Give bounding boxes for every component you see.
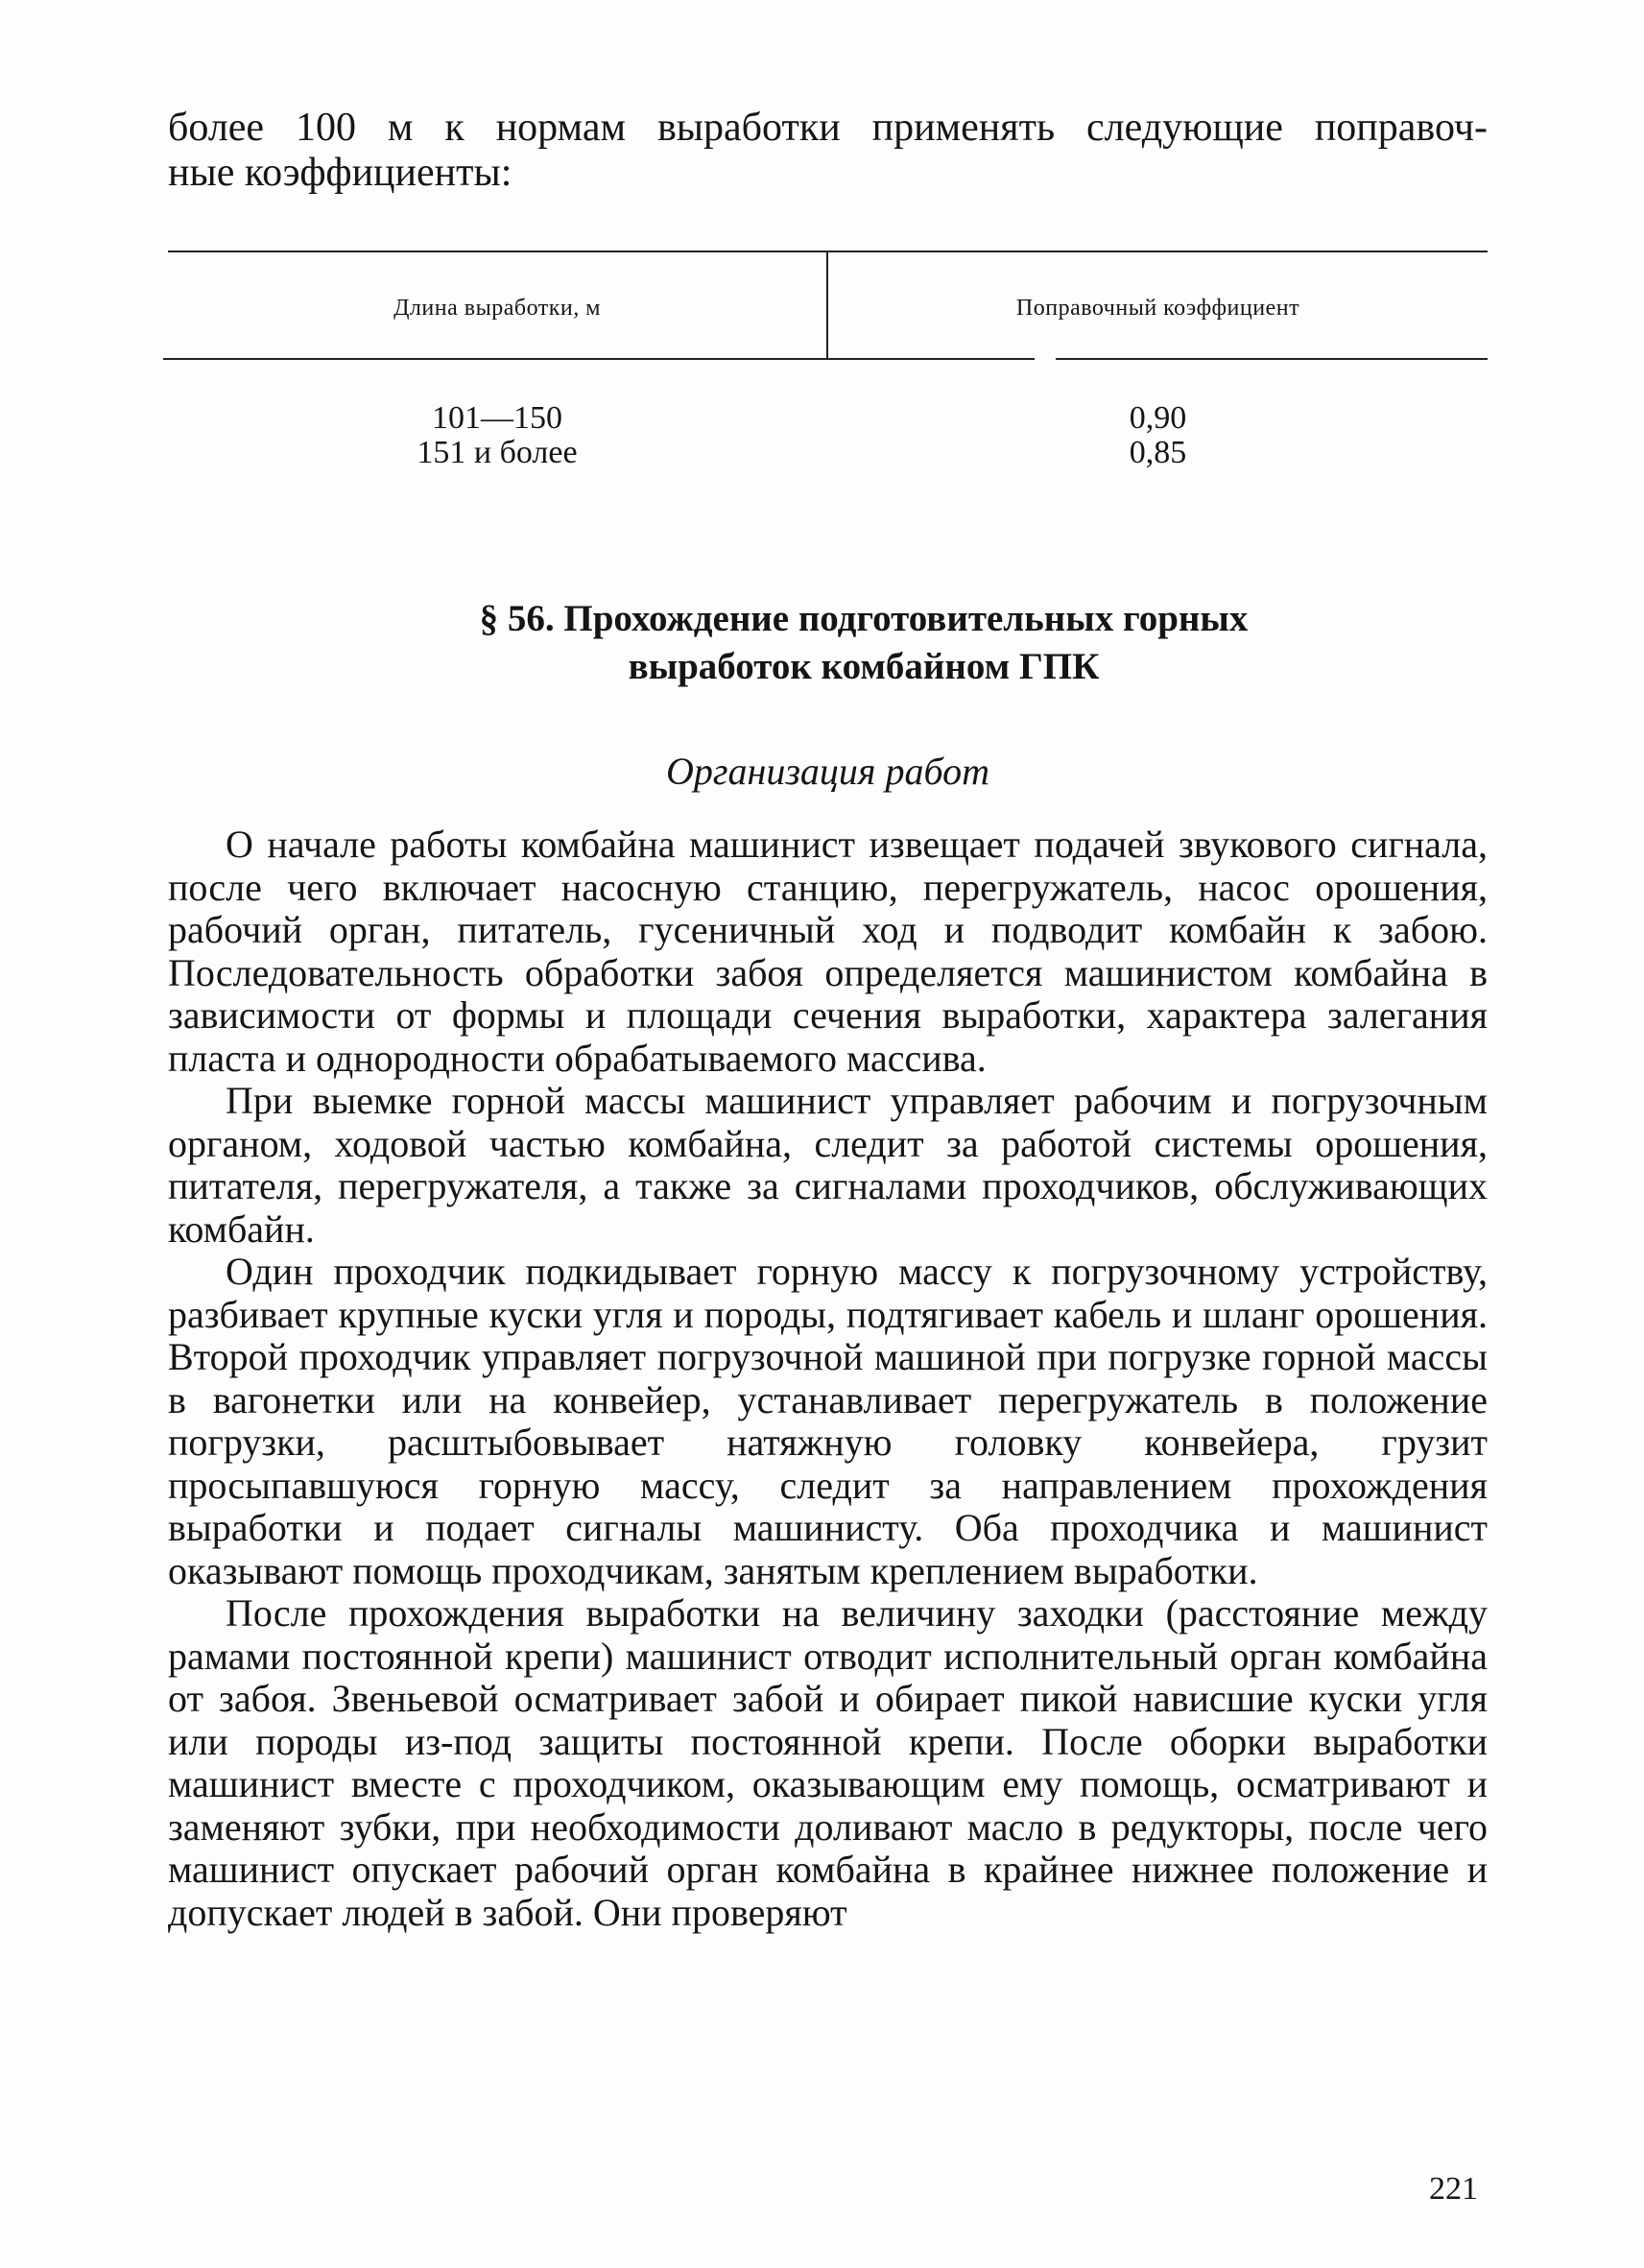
section-title-line-2: выработок комбайном ГПК <box>628 646 1100 687</box>
intro-line-1: более 100 м к нормам выработки применять следующие поправоч- <box>168 106 1488 150</box>
intro-line-2: ные коэффициенты: <box>168 151 512 195</box>
section-subtitle: Организация работ <box>665 750 989 793</box>
table-header-length: Длина выработки, м <box>393 296 601 321</box>
table-header-coefficient: Поправочный коэффициент <box>1015 296 1300 321</box>
section-title-line-1: § 56. Прохождение подготовительных горных <box>479 598 1249 639</box>
body-text <box>168 824 1488 1934</box>
table-cell-coefficient-2: 0,85 <box>1129 435 1187 470</box>
paragraph: Один проходчик подкидывает горную массу к погрузочному устройству, разбивает крупные куски угля и породы, подтягивает кабель и шланг орошения. Второй проходчик управляет погрузочной машиной при погрузке горной массы в вагонетки или на конвейер, устанавливает перегружатель в положение погрузки, расштыбовывает натяжную головку конвейера, грузит просыпавшуюся горную массу, следит за направлением прохождения выработки и подает сигналы машинисту. Оба проходчика и машинист оказывают помощь проходчикам, занятым креплением выработки. <box>168 1250 1488 1592</box>
page-number: 221 <box>1429 2171 1478 2207</box>
paragraph: При выемке горной массы машинист управляет рабочим и погрузочным органом, ходовой частью комбайна, следит за работой системы орошения, питателя, перегружателя, а также за сигналами проходчиков, обслуживающих комбайн. <box>168 1079 1488 1251</box>
intro-text <box>168 106 1488 196</box>
paragraph: О начале работы комбайна машинист извещает подачей звукового сигнала, после чего включает насосную станцию, перегружатель, насос орошения, рабочий орган, питатель, гусеничный ход и подводит комбайн к забою. Последовательность обработки забоя определяется машинистом комбайна в зависимости от формы и площади сечения выработки, характера залегания пласта и однородности обрабатываемого массива. <box>168 823 1488 1080</box>
table-header-rule-right <box>1056 358 1488 360</box>
table-cell-length-2: 151 и более <box>417 435 578 470</box>
table-cell-coefficient-1: 0,90 <box>1129 400 1187 436</box>
paragraph: После прохождения выработки на величину заходки (расстояние между рамами постоянной крепи) машинист отводит исполнительный орган комбайна от забоя. Звеньевой осматривает забой и обирает пикой нависшие куски угля или породы из-под защиты постоянной крепи. После оборки выработки машинист вместе с проходчиком, оказывающим ему помощь, осматривают и заменяют зубки, при необходимости доливают масло в редукторы, после чего машинист опускает рабочий орган комбайна в крайнее нижнее положение и допускает людей в забой. Они проверяют <box>168 1591 1488 1934</box>
section-title <box>288 595 1440 691</box>
table-cell-length-1: 101—150 <box>432 400 562 436</box>
table-header-rule-left <box>163 358 1035 360</box>
